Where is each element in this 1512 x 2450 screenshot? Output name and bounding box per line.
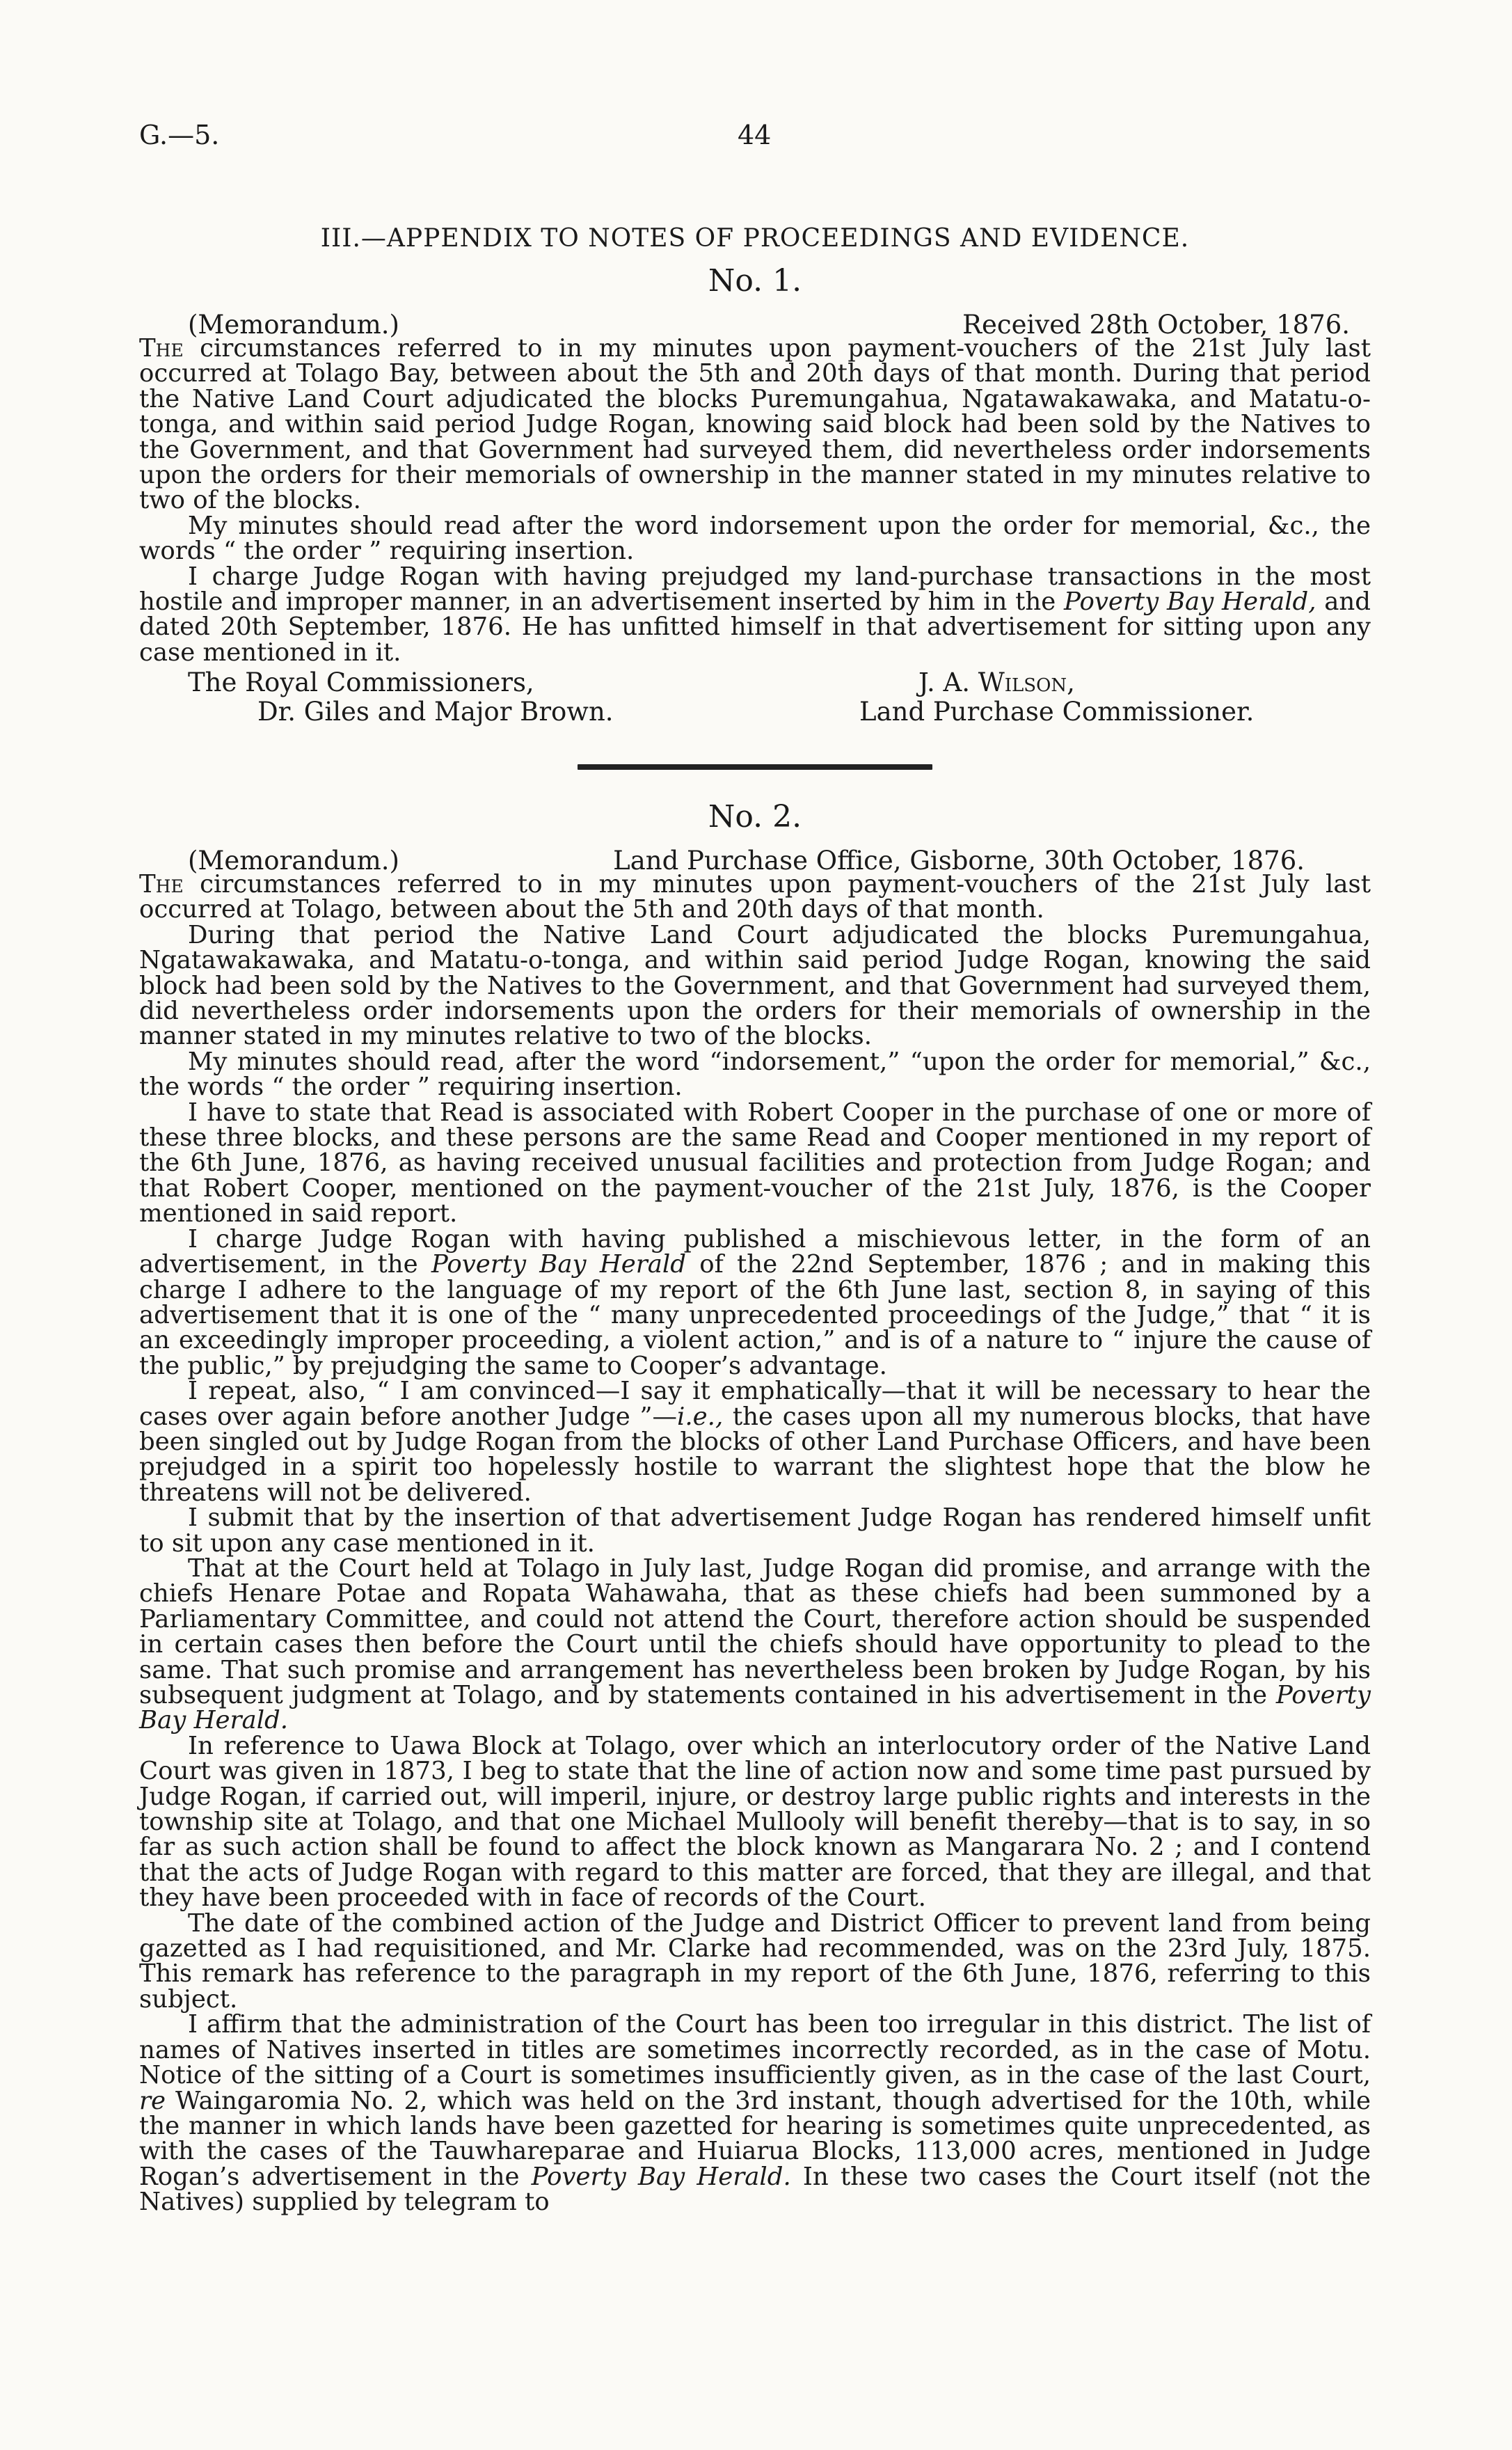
doc1-memo-label: (Memorandum.) [188, 310, 399, 340]
doc2-paragraph: In reference to Uawa Block at Tolago, over which an interlocutory order of the Native Land Court was given in 1873, I beg to state that the line of action now and some time past pursued by Judge Rogan, if carried out, will imperil, injure, or destroy large public rights and interests in the township site at Tolago, and that one Michael Mullooly will benefit thereby—that is to say, in so far as such action shall be found to affect the block known as Mangarara No. 2 ; and I contend that the acts of Judge Rogan with regard to this matter are forced, that they are illegal, and that they have been proceeded with in face of records of the Court. [139, 1731, 1371, 1913]
doc2-paragraph: That at the Court held at Tolago in July last, Judge Rogan did promise, and arrange with the chiefs Henare Potae and Ropata Wahawaha, that as these chiefs had been summoned by a Parliamentary Committee, and could not attend the Court, therefore action should be suspended in certain cases then before the Court until the chiefs should have opportunity to plead to the same. That such promise and arrangement has nevertheless been broken by Judge Rogan, by his subsequent judgment at Tolago, and by statements contained in his advertisement in the Poverty Bay Herald. [139, 1554, 1371, 1735]
doc1-body [139, 336, 1371, 665]
doc1-number: No. 1. [708, 263, 802, 299]
document-reference: G.—5. [139, 120, 220, 150]
signatory-title: Land Purchase Commissioner. [859, 697, 1255, 727]
doc1-paragraph: The circumstances referred to in my minutes upon payment-vouchers of the 21st July last occurred at Tolago Bay, between about the 5th and 20th days of that month. During that period the Native Land Court adjudicated the blocks Puremungahua, Ngatawakawaka, and Matatu-o-tonga, and within said period Judge Rogan, knowing said block had been sold by the Natives to the Government, and that Government had surveyed them, did nevertheless order indorsements upon the orders for their memorials of ownership in the manner stated in my minutes relative to two of the blocks. [139, 334, 1371, 515]
signatory-name: J. A. Wilson, [918, 667, 1075, 697]
doc2-paragraph: I submit that by the insertion of that advertisement Judge Rogan has rendered himself unfit to sit upon any case mentioned in it. [139, 1503, 1371, 1558]
doc1-paragraph: My minutes should read after the word indorsement upon the order for memorial, &c., the words “ the order ” requiring insertion. [139, 511, 1371, 566]
doc2-paragraph: I have to state that Read is associated with Robert Cooper in the purchase of one or more of these three blocks, and these persons are the same Read and Cooper mentioned in my report of the 6th June, 1876, as having received unusual facilities and protection from Judge Rogan; and that Robert Cooper, mentioned on the payment-voucher of the 21st July, 1876, is the Cooper mentioned in said report. [139, 1098, 1371, 1228]
section-divider [578, 764, 932, 770]
appendix-title: III.—APPENDIX TO NOTES OF PROCEEDINGS AND EVIDENCE. [320, 224, 1190, 253]
running-header [139, 120, 1371, 161]
doc2-paragraph: My minutes should read, after the word “indorsement,” “upon the order for memorial,” &c., the words “ the order ” requiring insertion. [139, 1047, 1371, 1102]
doc2-paragraph: I repeat, also, “ I am convinced—I say it emphatically—that it will be necessary to hear the cases over again before another Judge ”—i.e., the cases upon all my numerous blocks, that have been singled out by Judge Rogan from the blocks of other Land Purchase Officers, and have been prejudged in a spirit too hopelessly hostile to warrant the slightest hope that the blow he threatens will not be delivered. [139, 1377, 1371, 1507]
page-number: 44 [738, 120, 772, 150]
doc1-signature-block [188, 668, 1371, 727]
doc1-received-date: Received 28th October, 1876. [962, 310, 1350, 340]
doc2-paragraph: I charge Judge Rogan with having published a mischievous letter, in the form of an advertisement, in the Poverty Bay Herald of the 22nd September, 1876 ; and in making this charge I adhere to the language of my report of the 6th June last, section 8, in saying of this advertisement that it is one of the “ many unprecedented proceedings of the Judge,” that “ it is an exceedingly improper proceeding, a violent action,” and is of a nature to “ injure the cause of the public,” by prejudging the same to Cooper’s advantage. [139, 1224, 1371, 1380]
addressee-line-2: Dr. Giles and Major Brown. [257, 697, 614, 727]
doc1-paragraph: I charge Judge Rogan with having prejudged my land-purchase transactions in the most hostile and improper manner, in an advertisement inserted by him in the Poverty Bay Herald, and dated 20th September, 1876. He has unfitted himself in that advertisement for sitting upon any case mentioned in it. [139, 562, 1371, 667]
doc2-office-date: Land Purchase Office, Gisborne, 30th October, 1876. [613, 846, 1305, 876]
addressee-line-1: The Royal Commissioners, [188, 667, 534, 697]
doc2-paragraph: The date of the combined action of the Judge and District Officer to prevent land from being gazetted as I had requisitioned, and Mr. Clarke had recommended, was on the 23rd July, 1875. This remark has reference to the paragraph in my report of the 6th June, 1876, referring to this subject. [139, 1908, 1371, 2014]
doc2-paragraph: The circumstances referred to in my minutes upon payment-vouchers of the 21st July last occurred at Tolago, between about the 5th and 20th days of that month. [139, 870, 1371, 924]
doc2-body [139, 872, 1371, 2215]
doc2-paragraph: During that period the Native Land Court adjudicated the blocks Puremungahua, Ngatawakawaka, and Matatu-o-tonga, and within said period Judge Rogan, knowing the said block had been sold by the Natives to the Government, and that Government had surveyed them, did nevertheless order indorsements upon the orders for their memorials of ownership in the manner stated in my minutes relative to two of the blocks. [139, 920, 1371, 1051]
doc2-number: No. 2. [708, 799, 802, 835]
doc2-memo-label: (Memorandum.) [188, 846, 399, 876]
doc2-paragraph: I affirm that the administration of the Court has been too irregular in this district. The list of names of Natives inserted in titles are sometimes incorrectly recorded, as in the case of Motu. Notice of the sitting of a Court is sometimes insufficiently given, as in the case of the last Court, re Waingaromia No. 2, which was held on the 3rd instant, though advertised for the 10th, while the manner in which lands have been gazetted for hearing is sometimes quite unprecedented, as with the cases of the Tauwhareparae and Huiarua Blocks, 113,000 acres, mentioned in Judge Rogan’s advertisement in the Poverty Bay Herald. In these two cases the Court itself (not the Natives) supplied by telegram to [139, 2010, 1371, 2217]
